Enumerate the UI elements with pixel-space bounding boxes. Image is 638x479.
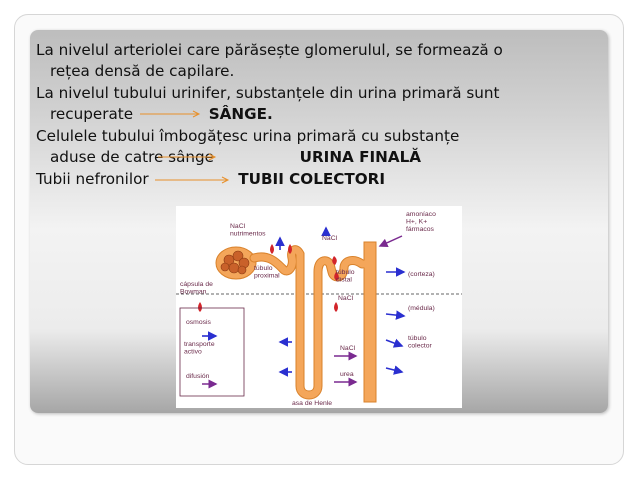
bullet-list (36, 40, 606, 192)
bullet-3 (36, 126, 606, 167)
bullet-3-target: URINA FINALĂ (299, 147, 422, 166)
bullet-2 (36, 83, 606, 124)
label-difusion: difusión (186, 373, 210, 380)
bullet-1-line1: La nivelul arteriolei care părăsește glomerulul, se formează o (36, 41, 503, 59)
label-corteza: (corteza) (408, 271, 435, 278)
label-asa: asa de Henle (292, 400, 333, 407)
label-tubulo-distal: túbulo distal (336, 269, 355, 284)
bullet-2-line2: recuperate (50, 104, 134, 123)
label-tubulo-colector: túbulo colector (408, 335, 432, 350)
label-tubulo-proximal: túbulo proximal (254, 265, 280, 280)
bullet-1-line2: rețea densă de capilare. (50, 61, 235, 80)
label-osmosis: osmosis (186, 319, 211, 326)
label-nacl-top: NaCl (322, 235, 338, 242)
label-nacl-nutrientes: NaCl nutrimentos (230, 223, 266, 238)
label-nacl-low: NaCl (340, 345, 356, 352)
bullet-3-line1: Celulele tubului îmbogățesc urina primară cu substanțe (36, 127, 460, 145)
label-transporte: transporte activo (184, 341, 215, 356)
label-nacl-mid: NaCl (338, 295, 354, 302)
label-medula: (médula) (408, 305, 435, 312)
arrow-icon (138, 109, 204, 119)
arrow-icon (156, 152, 220, 162)
bullet-4-target: TUBII COLECTORI (238, 170, 386, 188)
bullet-3-line2: aduse de catre sânge (50, 147, 214, 166)
bullet-1 (36, 40, 606, 81)
nephron-svg (176, 206, 462, 408)
label-urea: urea (340, 371, 354, 378)
bullet-3-line2-wrap (36, 147, 606, 168)
bullet-2-line1: La nivelul tubului urinifer, substanțele din urina primară sunt (36, 84, 500, 102)
bullet-4-line1: Tubii nefronilor (36, 170, 149, 188)
arrow-icon (153, 175, 233, 185)
bullet-4 (36, 169, 606, 190)
nephron-diagram (176, 206, 462, 408)
bullet-2-line2-wrap (36, 104, 606, 125)
bullet-2-target: SÂNGE. (208, 104, 273, 123)
label-capsula: cápsula de Bowman (180, 281, 213, 296)
label-amoniaco: amoníaco H+, K+ fármacos (406, 211, 436, 233)
